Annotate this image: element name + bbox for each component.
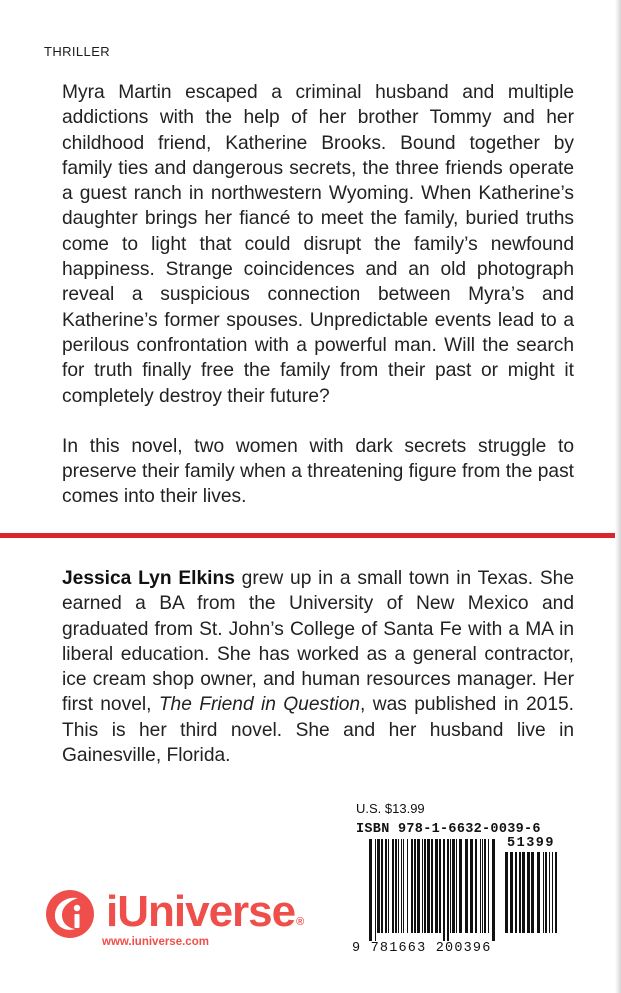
publisher-wordmark bbox=[106, 886, 303, 938]
iuniverse-swirl-logo-icon bbox=[44, 888, 96, 940]
blurb-paragraph-2: In this novel, two women with dark secrets struggle to preserve their family when a threatening figure from the past comes into their lives. bbox=[62, 435, 574, 508]
author-name: Jessica Lyn Elkins bbox=[62, 568, 235, 589]
first-novel-title: The Friend in Question bbox=[158, 694, 361, 716]
barcode-icon bbox=[369, 839, 497, 941]
blurb-paragraph-1: Myra Martin escaped a criminal husband and multiple addictions with the help of her brother Tommy and her childhood friend, Katherine Brooks. Bound together by family ties and dangerous secrets, the three friends operate a guest ranch in northwestern Wyoming. When Katherine’s daughter brings her fiancé to meet the family, buried truths come to light that could disrupt the family’s newfound happiness. Strange coincidences and an old photograph reveal a suspicious connection between Myra’s and Katherine’s former spouses. Unpredictable events lead to a perilous confrontation with a powerful man. Will the search for truth finally free the family from their past or might it completely destroy their future? bbox=[62, 82, 574, 407]
red-divider-rule bbox=[0, 533, 615, 538]
author-bio bbox=[62, 566, 574, 768]
genre-label: THRILLER bbox=[44, 44, 111, 59]
registered-mark: ® bbox=[296, 916, 304, 928]
publisher-url: www.iuniverse.com bbox=[102, 936, 209, 948]
price-label: U.S. $13.99 bbox=[356, 801, 425, 816]
publisher-name: iUniverse bbox=[106, 887, 296, 936]
isbn-label: ISBN 978-1-6632-0039-6 bbox=[356, 822, 541, 837]
bio-text-1: grew up in a small town in Texas. She earned a BA from the University of New Mexico and graduated from St. John’s College of Santa Fe with a MA in liberal education. She has worked as a general contractor, ice cream shop owner, and human resources manager. Her first novel, bbox=[62, 568, 575, 716]
price-addon-digits: 51399 bbox=[507, 836, 556, 851]
bio-text-2: , was published in 2015. This is her third novel. She and her husband live in Gainesville, Florida. bbox=[62, 694, 574, 767]
back-cover-blurb bbox=[62, 80, 574, 510]
ean-digits: 9 781663 200396 bbox=[352, 941, 492, 956]
spine-edge bbox=[615, 0, 621, 993]
publisher-logo bbox=[44, 888, 304, 952]
author-bio-paragraph bbox=[62, 566, 574, 768]
price-addon-barcode-icon bbox=[505, 852, 557, 941]
